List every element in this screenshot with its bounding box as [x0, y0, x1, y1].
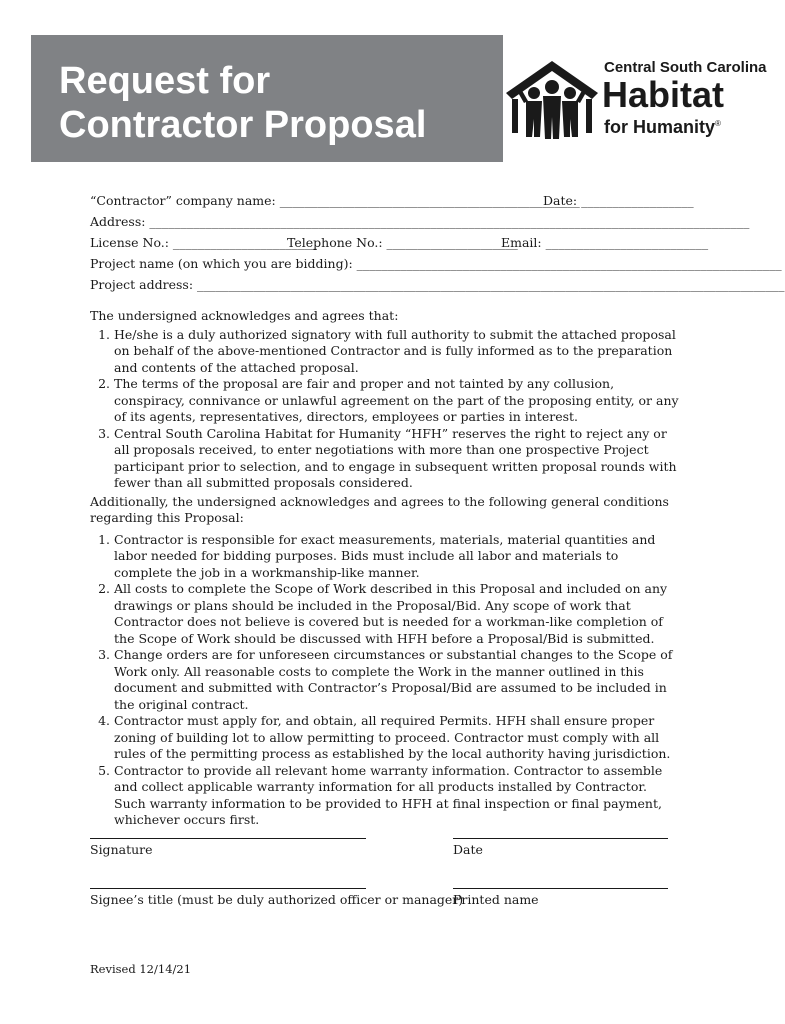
conditions-list: [90, 532, 680, 829]
title-banner: [31, 35, 503, 162]
acknowledgement-item: 2. The terms of the proposal are fair and proper and not tainted by any collusion, conspiracy, connivance or unlawful agreement on the part of the proposing entity, or any of its agents, representatives, directors, employees or parties in interest.: [114, 376, 680, 426]
signee-title-line[interactable]: [90, 888, 366, 889]
project-address-field[interactable]: Project address: ______________________________________________________________________________________________: [90, 277, 785, 292]
printed-name-label: Printed name: [453, 892, 539, 907]
date-field[interactable]: Date: __________________: [543, 193, 694, 208]
signee-title-label: Signee’s title (must be duly authorized officer or manager): [90, 892, 464, 907]
page-title-line2: Contractor Proposal: [59, 104, 427, 146]
logo-text-for-humanity: for Humanity: [604, 117, 716, 137]
habitat-logo: [504, 55, 767, 145]
acknowledgement-item: 3. Central South Carolina Habitat for Humanity “HFH” reserves the right to reject any or all proposals received, to enter negotiations with more than one prospective Project participant prior to selection, and to engage in subsequent written proposal rounds with fewer than all submitted proposals considered.: [114, 426, 680, 492]
email-field[interactable]: Email: __________________________: [501, 235, 709, 250]
license-field[interactable]: License No.: _______________________: [90, 235, 317, 250]
logo-text-habitat: Habitat: [602, 74, 725, 115]
condition-item: 4. Contractor must apply for, and obtain, all required Permits. HFH shall ensure proper zoning of building lot to allow permitting to proceed. Contractor must comply with all rules of the permitting process as established by the local authority having jurisdiction.: [114, 713, 680, 763]
page-title: [59, 59, 426, 147]
acknowledgement-intro: The undersigned acknowledges and agrees that:: [90, 308, 399, 323]
condition-item: 5. Contractor to provide all relevant home warranty information. Contractor to assemble and collect applicable warranty information for all products installed by Contractor. Such warranty information to be provided to HFH at final inspection or final payment, whichever occurs first.: [114, 763, 680, 829]
page-title-line1: Request for: [59, 60, 271, 102]
signature-line[interactable]: [90, 838, 366, 839]
date-signature-line[interactable]: [453, 838, 668, 839]
registered-mark: ®: [715, 119, 721, 128]
address-field[interactable]: Address: ________________________________________________________________________________________________: [90, 214, 750, 229]
printed-name-line[interactable]: [453, 888, 668, 889]
company-name-field[interactable]: “Contractor” company name: ________________________________________________: [90, 193, 580, 208]
acknowledgement-list: [90, 327, 680, 492]
logo-text-humanity: [604, 117, 721, 138]
project-name-field[interactable]: Project name (on which you are bidding): ____________________________________________________________________: [90, 256, 782, 271]
terms-body: [90, 308, 680, 829]
condition-item: 2. All costs to complete the Scope of Work described in this Proposal and included on any drawings or plans should be included in the Proposal/Bid. Any scope of work that Contractor does not believe is covered but is needed for a workman-like completion of the Scope of Work should be discussed with HFH before a Proposal/Bid is submitted.: [114, 581, 680, 647]
revision-date: Revised 12/14/21: [90, 962, 192, 976]
acknowledgement-item: 1. He/she is a duly authorized signatory with full authority to submit the attached proposal on behalf of the above-mentioned Contractor and is fully informed as to the preparation and contents of the attached proposal.: [114, 327, 680, 377]
condition-item: 3. Change orders are for unforeseen circumstances or substantial changes to the Scope of Work only. All reasonable costs to complete the Work in the manner outlined in this document and submitted with Contractor’s Proposal/Bid are assumed to be included in the original contract.: [114, 647, 680, 713]
conditions-intro: Additionally, the undersigned acknowledges and agrees to the following general conditions regarding this Proposal:: [90, 493, 669, 525]
date-signature-label: Date: [453, 842, 483, 857]
habitat-house-people-icon: [504, 59, 600, 141]
signature-label: Signature: [90, 842, 153, 857]
logo-text-region: Central South Carolina: [604, 59, 767, 76]
telephone-field[interactable]: Telephone No.: _____________________: [287, 235, 518, 250]
condition-item: 1. Contractor is responsible for exact measurements, materials, material quantities and labor needed for bidding purposes. Bids must include all labor and materials to complete the job in a workmanship-like manner.: [114, 532, 680, 582]
